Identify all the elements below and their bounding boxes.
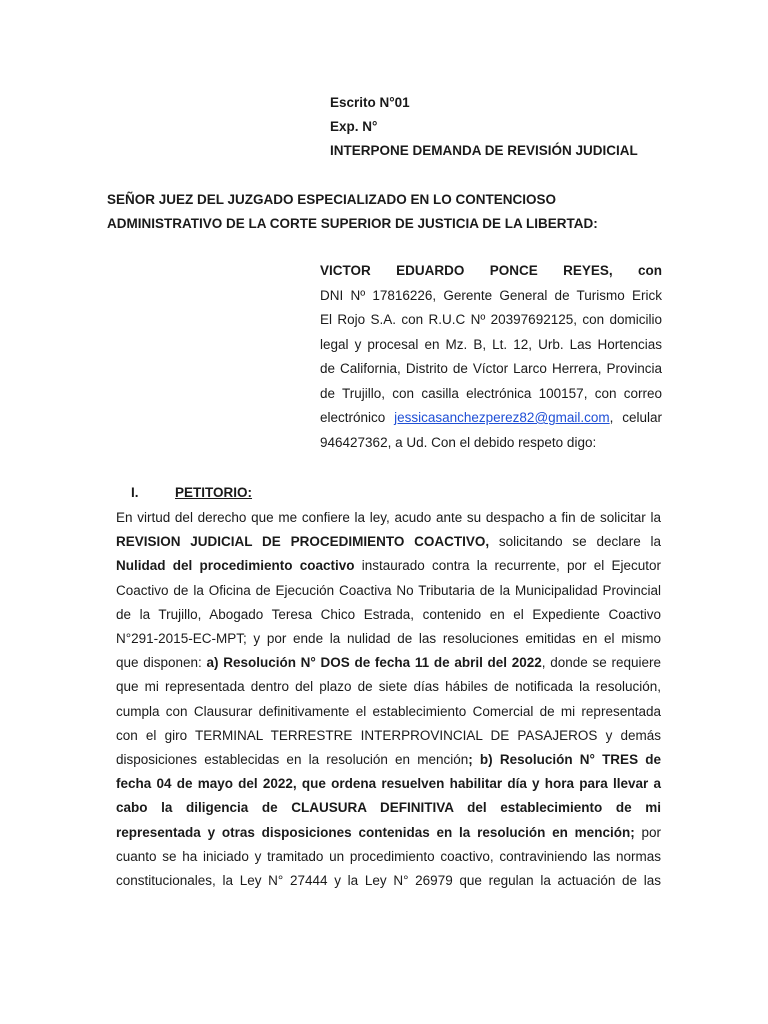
body-text: por	[634, 824, 661, 840]
body-line: que mi representada dentro del plazo de siete días hábiles de notificada la resolución,	[116, 679, 661, 695]
addressee-line: ADMINISTRATIVO DE LA CORTE SUPERIOR DE JUSTICIA DE LA LIBERTAD:	[107, 216, 598, 231]
document-header	[330, 91, 638, 163]
party-line: de Trujillo, con casilla electrónica 100157, con correo	[320, 385, 662, 401]
body-line: En virtud del derecho que me confiere la ley, acudo ante su despacho a fin de solicitar la	[116, 510, 661, 525]
party-con: con	[637, 263, 662, 278]
party-line: 946427362, a Ud. Con el debido respeto digo:	[320, 434, 597, 450]
email-link[interactable]: jessicasanchezperez82@gmail.com	[394, 410, 610, 425]
body-line: con el giro TERMINAL TERRESTRE INTERPROVINCIAL DE PASAJEROS y demás	[116, 727, 661, 743]
petitorio-body	[116, 506, 661, 893]
party-line: DNI Nº 17816226, Gerente General de Turismo Erick	[320, 287, 662, 303]
body-line	[116, 651, 661, 675]
body-text: instaurado contra la recurrente, por el Ejecutor	[354, 558, 661, 574]
expediente-number: Exp. N°	[330, 119, 378, 134]
section-title: PETITORIO:	[175, 485, 253, 500]
body-text: que disponen:	[116, 655, 207, 671]
party-text: electrónico	[320, 410, 386, 425]
body-line: fecha 04 de mayo del 2022, que ordena resuelven habilitar día y hora para llevar a	[116, 776, 661, 792]
bold-text: Nulidad del procedimiento coactivo	[116, 558, 355, 574]
body-line: constitucionales, la Ley N° 27444 y la Ley N° 26979 que regulan la actuación de las	[116, 873, 661, 889]
body-line: N°291-2015-EC-MPT; y por ende la nulidad de las resoluciones emitidas en el mismo	[116, 631, 661, 647]
section-number: I.	[131, 485, 139, 500]
body-text: solicitando se declare la	[489, 534, 661, 550]
escrito-number: Escrito N°01	[330, 95, 410, 110]
party-identification	[320, 259, 662, 455]
body-line: cumpla con Clausurar definitivamente el establecimiento Comercial de mi representada	[116, 703, 661, 719]
party-name: VICTOR EDUARDO PONCE REYES,	[320, 263, 613, 278]
body-line	[116, 554, 661, 578]
bold-text: REVISION JUDICIAL DE PROCEDIMIENTO COACTIVO,	[116, 534, 490, 550]
party-text: , celular	[609, 410, 662, 425]
body-line: cuanto se ha iniciado y tramitado un procedimiento coactivo, contraviniendo las normas	[116, 848, 661, 864]
party-line	[320, 259, 662, 284]
addressee-line: SEÑOR JUEZ DEL JUZGADO ESPECIALIZADO EN LO CONTENCIOSO	[107, 192, 557, 207]
party-line	[320, 406, 662, 431]
bold-text: a) Resolución N° DOS de fecha 11 de abril del 2022	[206, 655, 542, 671]
addressee	[107, 188, 667, 236]
body-line: cabo la diligencia de CLAUSURA DEFINITIVA del establecimiento de mi	[116, 800, 661, 816]
party-line: de California, Distrito de Víctor Larco Herrera, Provincia	[320, 361, 662, 376]
section-heading	[131, 483, 252, 503]
body-line: Coactivo de la Oficina de Ejecución Coactiva No Tributaria de la Municipalidad Provincial	[116, 582, 661, 598]
body-line: de la Trujillo, Abogado Teresa Chico Estrada, contenido en el Expediente Coactivo	[116, 606, 661, 622]
bold-text: ; b) Resolución N° TRES de	[468, 752, 661, 768]
party-line: El Rojo S.A. con R.U.C Nº 20397692125, con domicilio	[320, 312, 662, 327]
body-line	[116, 821, 661, 845]
bold-text: representada y otras disposiciones contenidas en la resolución en mención;	[116, 824, 635, 840]
body-line	[116, 748, 661, 772]
body-line	[116, 530, 661, 554]
document-subject: INTERPONE DEMANDA DE REVISIÓN JUDICIAL	[330, 143, 638, 158]
party-line: legal y procesal en Mz. B, Lt. 12, Urb. Las Hortencias	[320, 336, 662, 352]
body-text: disposiciones establecidas en la resolución en mención	[116, 752, 469, 768]
body-text: , donde se requiere	[541, 655, 661, 671]
